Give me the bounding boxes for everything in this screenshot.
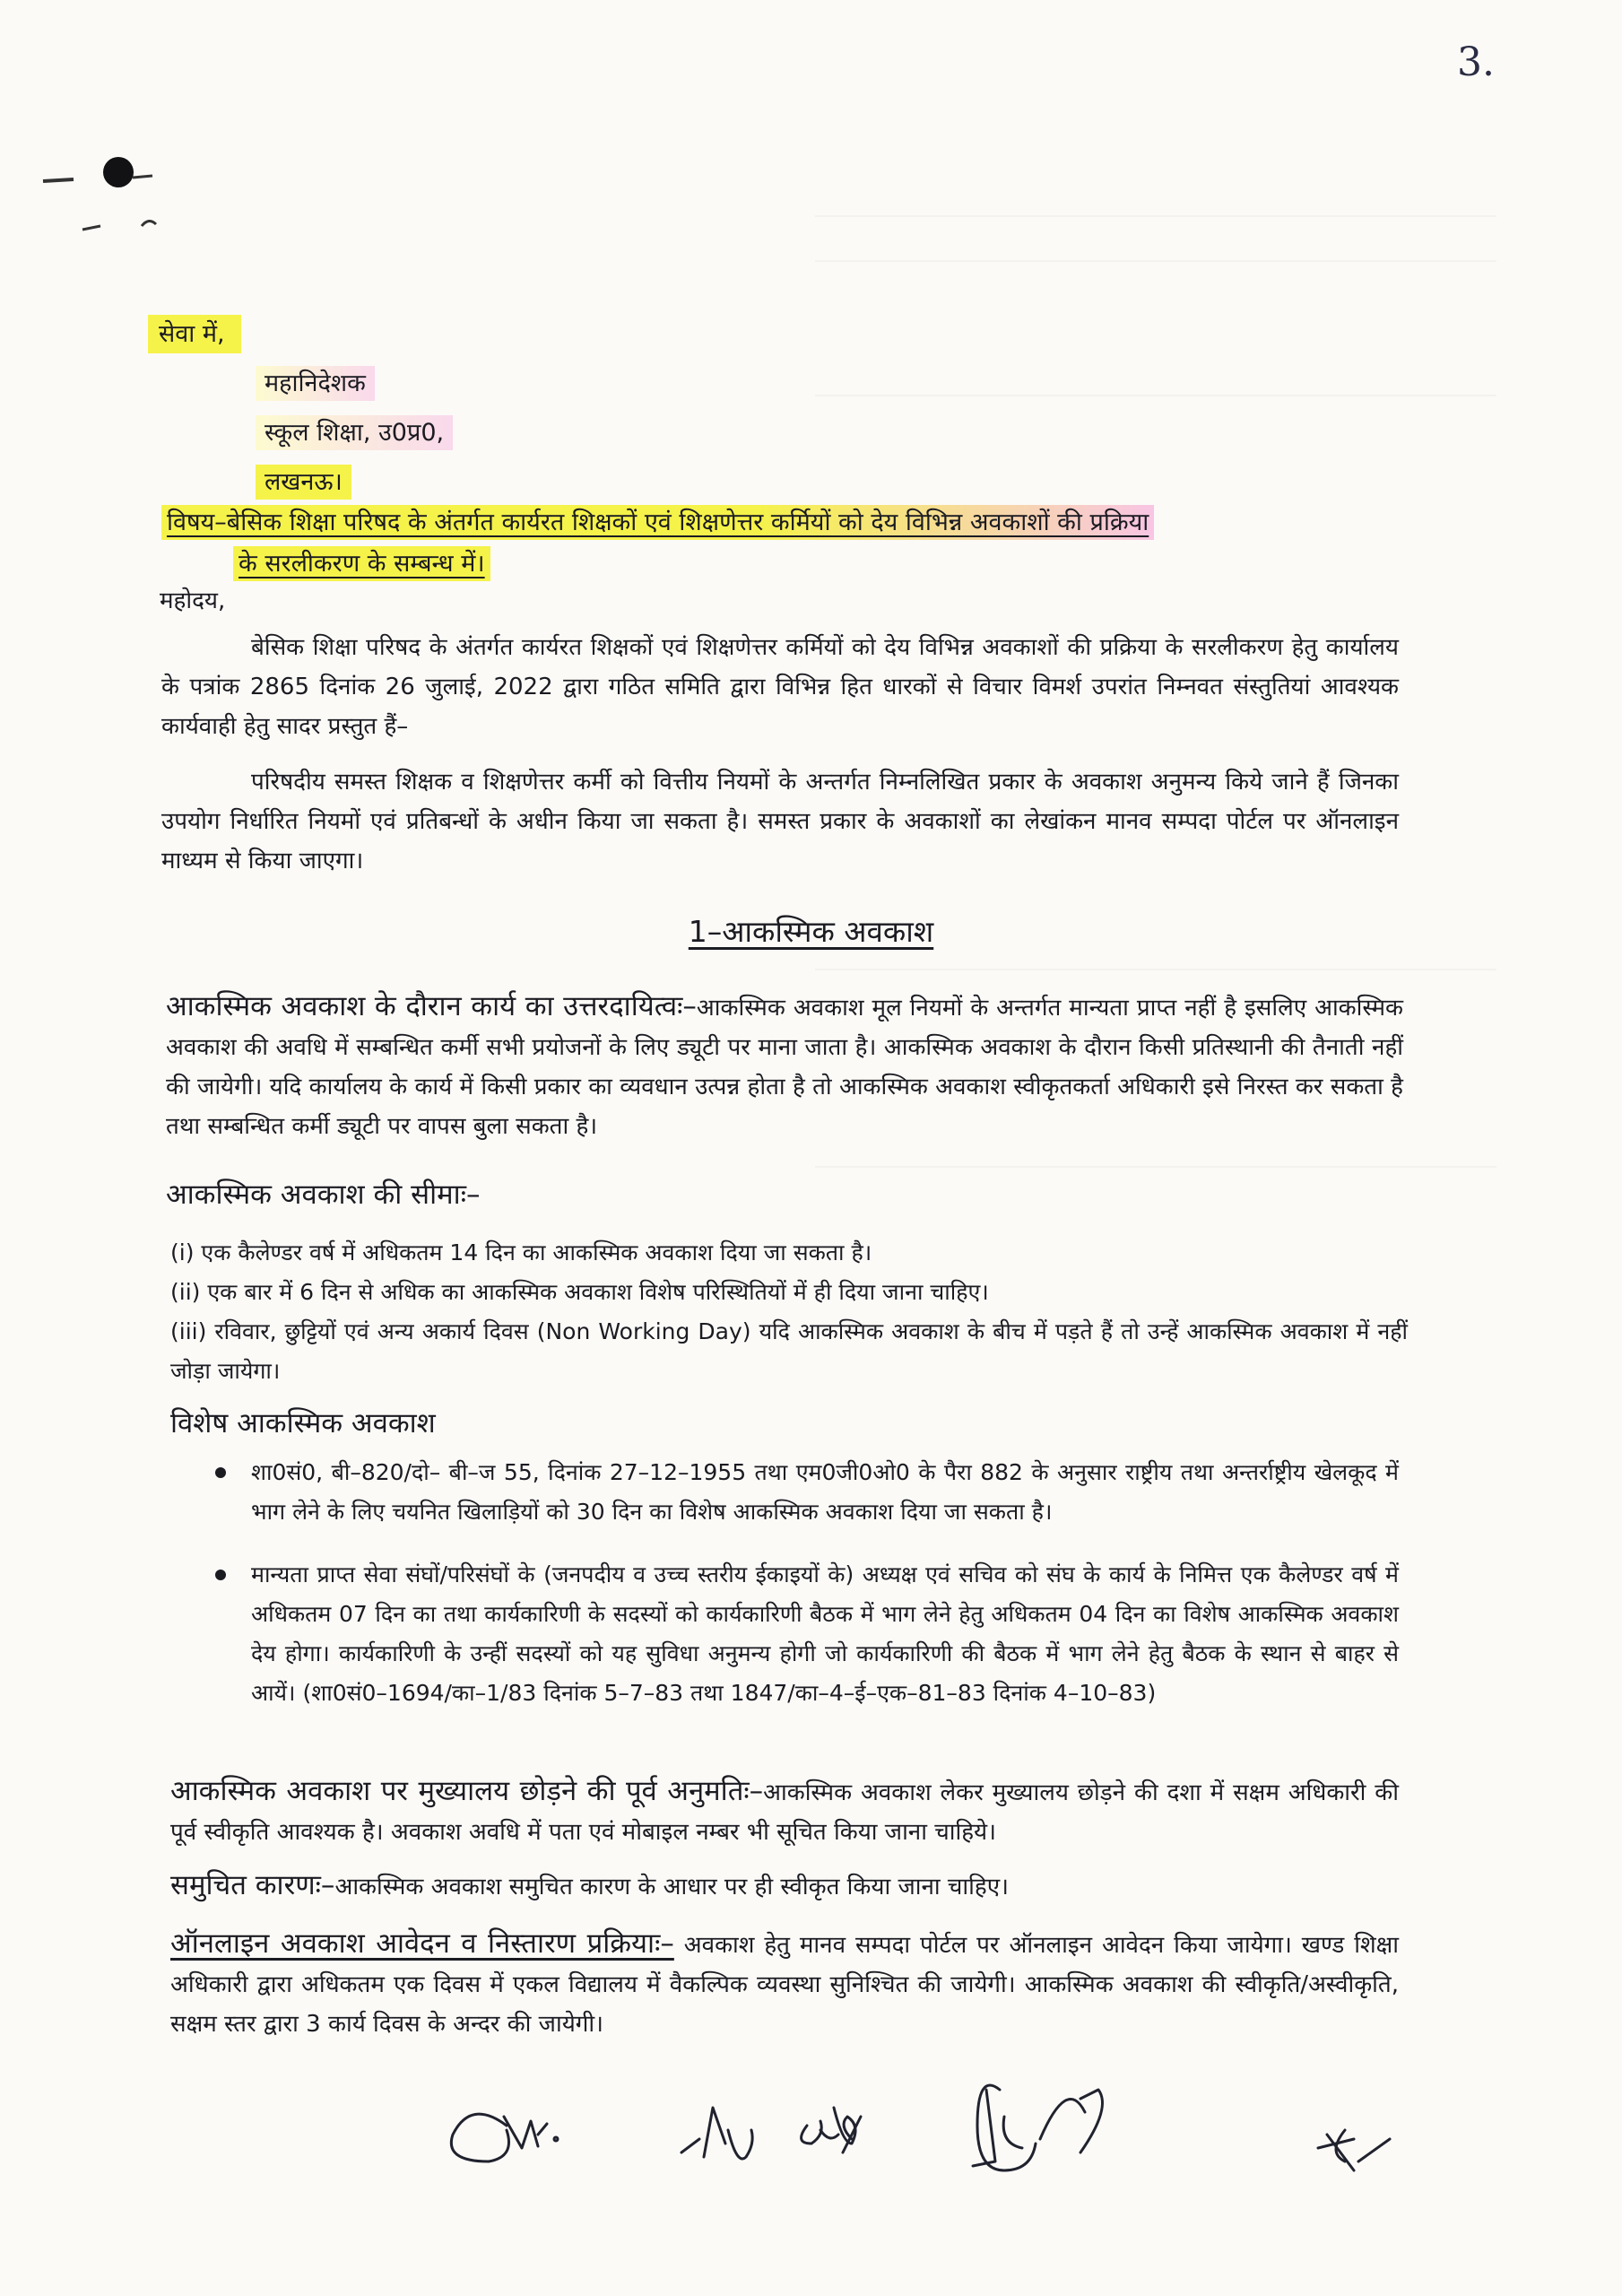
proper-reason-text: आकस्मिक अवकाश समुचित कारण के आधार पर ही स्वीकृत किया जाना चाहिए। <box>334 1874 1009 1900</box>
prior-permission-paragraph <box>170 1771 1399 1852</box>
bullet-icon <box>215 1570 226 1580</box>
proper-reason-paragraph <box>170 1866 1399 1907</box>
subject-line-1: विषय–बेसिक शिक्षा परिषद के अंतर्गत कार्यरत शिक्षकों एवं शिक्षणेत्तर कर्मियों को देय विभिन्न अवकाशों की प्रक्रिया <box>161 505 1154 540</box>
responsibility-heading: आकस्मिक अवकाश के दौरान कार्य का उत्तरदायित्वः– <box>166 990 697 1022</box>
greeting: महोदय, <box>160 587 226 614</box>
subject-block <box>161 502 1435 585</box>
prior-permission-heading: आकस्मिक अवकाश पर मुख्यालय छोड़ने की पूर्व अनुमतिः– <box>170 1775 764 1807</box>
signature-1 <box>451 2114 558 2161</box>
signature-2 <box>681 2108 752 2159</box>
limits-list <box>170 1233 1408 1391</box>
online-process-heading: ऑनलाइन अवकाश आवेदन व निस्तारण प्रक्रियाः– <box>170 1927 674 1960</box>
list-item <box>215 1555 1399 1713</box>
special-leave-heading: विशेष आकस्मिक अवकाश <box>170 1407 436 1439</box>
address-line-2: स्कूल शिक्षा, उ0प्र0, <box>256 415 453 450</box>
bullet-icon <box>215 1467 226 1478</box>
signature-4 <box>973 2085 1103 2170</box>
responsibility-paragraph <box>166 987 1403 1146</box>
limits-heading: आकस्मिक अवकाश की सीमाः– <box>166 1178 481 1211</box>
address-block <box>148 309 453 507</box>
intro-paragraph-2: परिषदीय समस्त शिक्षक व शिक्षणेत्तर कर्मी को वित्तीय नियमों के अन्तर्गत निम्नलिखित प्रकार के अवकाश अनुमन्य किये जाने हैं जिनका उपयोग निर्धारित नियमों एवं प्रतिबन्धों के अधीन किया जा सकता है। समस्त प्रकार के अवकाशों का लेखांकन मानव सम्पदा पोर्टल पर ऑनलाइन माध्यम से किया जाएगा। <box>161 769 1399 874</box>
limit-item: (iii) रविवार, छुट्टियों एवं अन्य अकार्य दिवस (Non Working Day) यदि आकस्मिक अवकाश के बीच में पड़ते हैं तो उन्हें आकस्मिक अवकाश में नहीं जोड़ा जायेगा। <box>170 1318 1408 1384</box>
responsibility-text: आकस्मिक अवकाश मूल नियमों के अन्तर्गत मान्यता प्राप्त नहीं है इसलिए आकस्मिक अवकाश की अवधि में सम्बन्धित कर्मी सभी प्रयोजनों के लिए ड्यूटी पर माना जाता है। आकस्मिक अवकाश के दौरान किसी प्रतिस्थानी की तैनाती नहीं की जायेगी। यदि कार्यालय के कार्य में किसी प्रकार का व्यवधान उत्पन्न होता है तो आकस्मिक अवकाश स्वीकृतकर्ता अधिकारी इसे निरस्त कर सकता है तथा सम्बन्धित कर्मी ड्यूटी पर वापस बुला सकता है। <box>166 995 1403 1140</box>
list-item <box>215 1453 1399 1532</box>
special-leave-bullet-1: शा0सं0, बी–820/दो– बी–ज 55, दिनांक 27–12–1955 तथा एम0जी0ओ0 के पैरा 882 के अनुसार राष्ट्रीय तथा अन्तर्राष्ट्रीय खेलकूद में भाग लेने के लिए चयनित खिलाड़ियों को 30 दिन का विशेष आकस्मिक अवकाश दिया जा सकता है। <box>251 1459 1399 1525</box>
address-line-3: लखनऊ। <box>256 465 351 500</box>
online-process-paragraph <box>170 1924 1399 2044</box>
proper-reason-heading: समुचित कारणः– <box>170 1869 335 1901</box>
prior-permission-text: आकस्मिक अवकाश लेकर मुख्यालय छोड़ने की दशा में सक्षम अधिकारी की पूर्व स्वीकृति आवश्यक है। अवकाश अवधि में पता एवं मोबाइल नम्बर भी सूचित किया जाना चाहिये। <box>170 1779 1399 1846</box>
subject-line-2: के सरलीकरण के सम्बन्ध में। <box>233 546 490 581</box>
special-leave-bullet-2: मान्यता प्राप्त सेवा संघों/परिसंघों के (जनपदीय व उच्च स्तरीय ईकाइयों के) अध्यक्ष एवं सचिव को संघ के कार्य के निमित्त एक कैलेण्डर वर्ष में अधिकतम 07 दिन का तथा कार्यकारिणी के सदस्यों को कार्यकारिणी बैठक में भाग लेने हेतु अधिकतम 04 दिन का विशेष आकस्मिक अवकाश देय होगा। कार्यकारिणी के उन्हीं सदस्यों को यह सुविधा अनुमन्य होगी जो कार्यकारिणी की बैठक में भाग लेने हेतु बैठक के स्थान से बाहर से आयें। (शा0सं0–1694/का–1/83 दिनांक 5–7–83 तथा 1847/का–4–ई–एक–81–83 दिनांक 4–10–83) <box>251 1561 1399 1706</box>
section-title: 1–आकस्मिक अवकाश <box>688 914 934 949</box>
signature-5 <box>1318 2130 1390 2170</box>
address-line-1: महानिदेशक <box>256 366 375 401</box>
special-leave-list <box>215 1453 1399 1713</box>
intro-paragraph-1: बेसिक शिक्षा परिषद के अंतर्गत कार्यरत शिक्षकों एवं शिक्षणेत्तर कर्मियों को देय विभिन्न अवकाशों की प्रक्रिया के सरलीकरण हेतु कार्यालय के पत्रांक 2865 दिनांक 26 जुलाई, 2022 द्वारा गठित समिति द्वारा विभिन्न हित धारकों से विचार विमर्श उपरांत निम्नवत संस्तुतियां आवश्यक कार्यवाही हेतु सादर प्रस्तुत हैं– <box>161 634 1399 740</box>
limit-item: (ii) एक बार में 6 दिन से अधिक का आकस्मिक अवकाश विशेष परिस्थितियों में ही दिया जाना चाहिए। <box>170 1279 989 1305</box>
signature-3 <box>802 2108 861 2152</box>
signatures <box>269 2054 1614 2233</box>
address-salutation: सेवा में, <box>148 315 241 353</box>
punch-hole-marks <box>27 144 224 251</box>
limit-item: (i) एक कैलेण्डर वर्ष में अधिकतम 14 दिन का आकस्मिक अवकाश दिया जा सकता है। <box>170 1239 872 1265</box>
page-number: 3. <box>1457 39 1495 85</box>
online-process-text: अवकाश हेतु मानव सम्पदा पोर्टल पर ऑनलाइन आवेदन किया जायेगा। खण्ड शिक्षा अधिकारी द्वारा अधिकतम एक दिवस में एकल विद्यालय में वैकल्पिक व्यवस्था सुनिश्चित की जायेगी। आकस्मिक अवकाश की स्वीकृति/अस्वीकृति, सक्षम स्तर द्वारा 3 कार्य दिवस के अन्दर की जायेगी। <box>170 1932 1399 2038</box>
